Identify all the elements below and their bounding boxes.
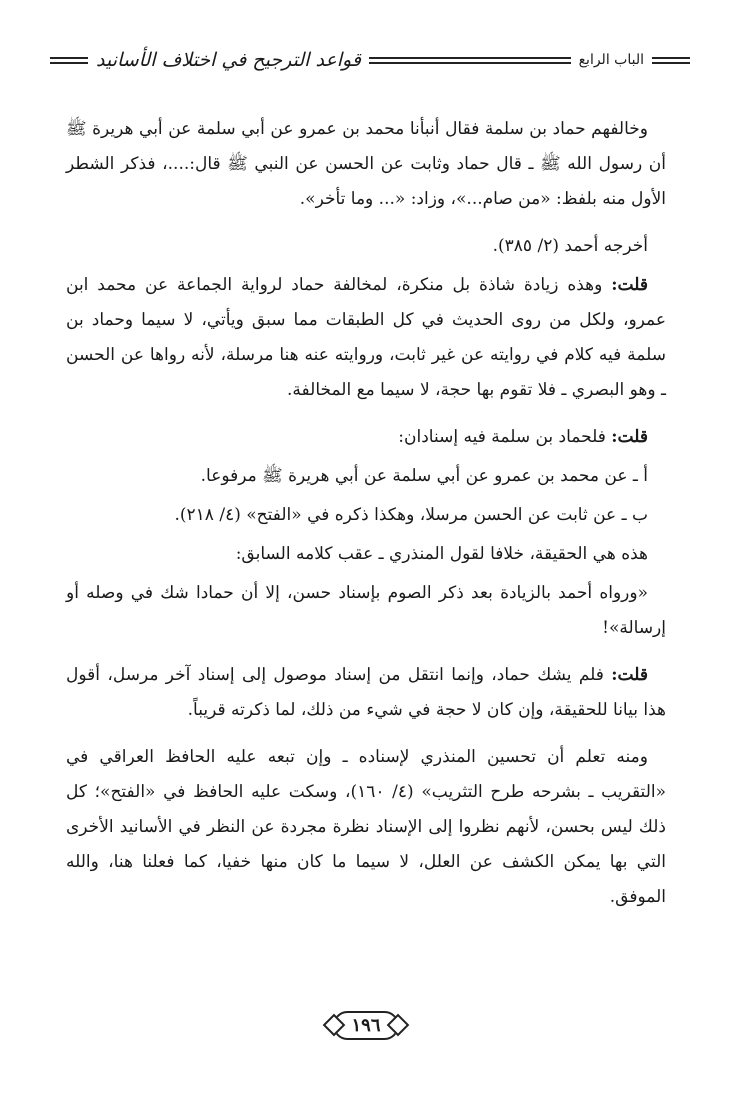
paragraph-6: ب ـ عن ثابت عن الحسن مرسلا، وهكذا ذكره في «الفتح» (٤/ ٢١٨). bbox=[174, 505, 648, 525]
paragraph-9 bbox=[66, 658, 666, 728]
running-header bbox=[50, 40, 690, 80]
header-rule-left bbox=[50, 57, 88, 64]
paragraph-7: هذه هي الحقيقة، خلافا لقول المنذري ـ عقب كلامه السابق: bbox=[235, 544, 648, 564]
paragraph-10: ومنه تعلم أن تحسين المنذري لإسناده ـ وإن تبعه عليه الحافظ العراقي في «التقريب ـ بشرحه طرح التثريب» (٤/ ١٦٠)، وسكت عليه الحافظ في «الفتح»؛ كل ذلك ليس بحسن، لأنهم نظروا إلى الإسناد نظرة مجردة عن النظر في الأسانيد الأخرى التي بها يمكن الكشف عن العلل، لا سيما ما كان منها خفيا، كما فعلنا هنا، والله الموفق. bbox=[66, 747, 666, 907]
paragraph-2: أخرجه أحمد (٢/ ٣٨٥). bbox=[492, 236, 648, 256]
paragraph-3-text: وهذه زيادة شاذة بل منكرة، لمخالفة حماد لرواية الجماعة عن محمد ابن عمرو، ولكل من روى الحديث في كل الطبقات مما سبق ويأتي، لا سيما وحماد بن سلمة فيه كلام في روايته عن غير ثابت، وروايته عنه هنا مرسلة، لأنه رواها عن الحسن ـ وهو البصري ـ فلا تقوم بها حجة، لا سيما مع المخالفة. bbox=[66, 275, 666, 400]
paragraph-9-text: فلم يشك حماد، وإنما انتقل من إسناد موصول إلى إسناد آخر مرسل، أقول هذا بيانا للحقيقة، وإن كان لا حجة في شيء من ذلك، لما ذكرته قريباً. bbox=[66, 665, 666, 720]
paragraph-3-label: قلت: bbox=[611, 275, 648, 295]
paragraph-1: وخالفهم حماد بن سلمة فقال أنبأنا محمد بن عمرو عن أبي سلمة عن أبي هريرة ﷺ أن رسول الله ﷺ ـ قال حماد وثابت عن الحسن عن النبي ﷺ قال:....، فذكر الشطر الأول منه بلفظ: «من صام...»، وزاد: «... وما تأخر». bbox=[66, 119, 666, 209]
page-number-ornament bbox=[318, 1004, 414, 1046]
paragraph-8: «ورواه أحمد بالزيادة بعد ذكر الصوم بإسناد حسن، إلا أن حمادا شك في وصله أو إرسالة»! bbox=[66, 583, 666, 638]
header-rule-right bbox=[652, 57, 690, 64]
page-body bbox=[66, 112, 666, 927]
paragraph-5: أ ـ عن محمد بن عمرو عن أبي سلمة عن أبي هريرة ﷺ مرفوعا. bbox=[200, 466, 648, 486]
page-number: ١٩٦ bbox=[333, 1011, 398, 1040]
chapter-title: الباب الرابع bbox=[578, 52, 644, 68]
paragraph-3 bbox=[66, 268, 666, 408]
paragraph-4 bbox=[66, 420, 666, 455]
header-rule-middle bbox=[369, 57, 571, 64]
paragraph-4-label: قلت: bbox=[611, 427, 648, 447]
paragraph-4-text: فلحماد بن سلمة فيه إسنادان: bbox=[398, 427, 612, 447]
book-title: قواعد الترجيح في اختلاف الأسانيد bbox=[96, 49, 361, 71]
paragraph-9-label: قلت: bbox=[611, 665, 648, 685]
